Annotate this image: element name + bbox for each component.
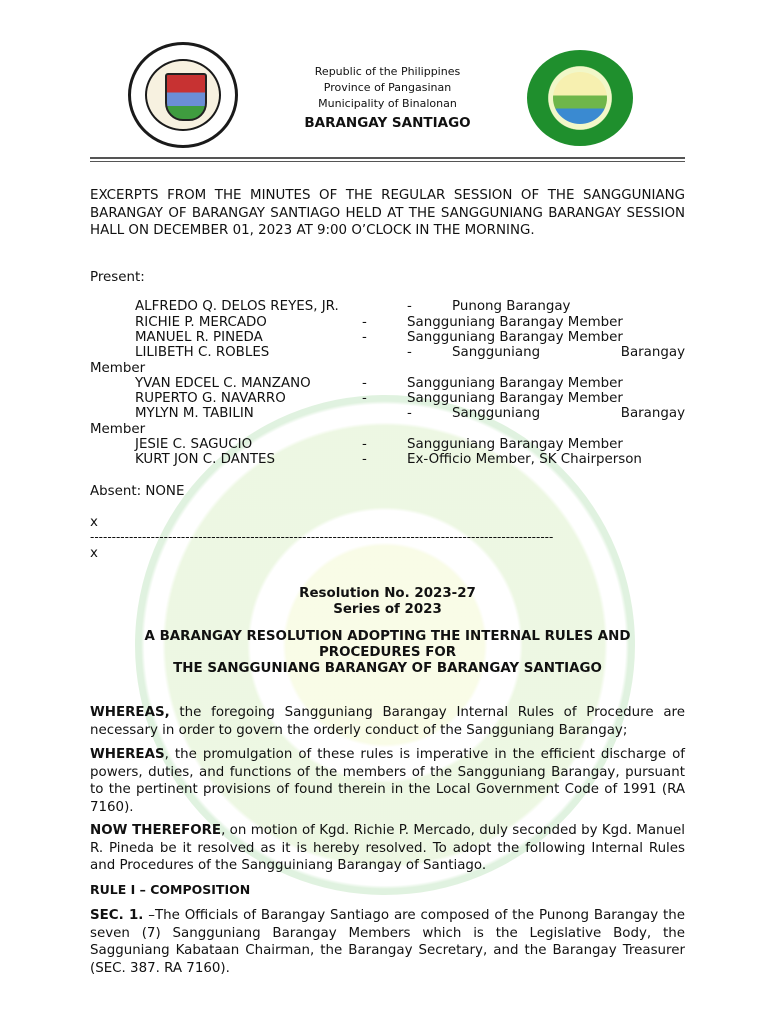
attendee-role: Sangguniang Barangay Member xyxy=(407,391,623,406)
attendee-dash: - xyxy=(362,437,367,452)
paragraph-text: the foregoing Sangguniang Barangay Internal Rules of Procedure are necessary in order to govern the orderly conduct of the Sangguniang Barangay; xyxy=(90,705,685,738)
attendee-dash: - xyxy=(362,391,367,406)
whereas-paragraph-1 xyxy=(90,704,685,739)
attendee-role: Sangguniang Barangay Member xyxy=(407,376,623,391)
attendee-name: JESIE C. SAGUCIO xyxy=(135,437,253,452)
attendee-dash: - xyxy=(362,330,367,345)
attendee-name: LILIBETH C. ROBLES xyxy=(135,345,270,360)
binalonan-seal-logo xyxy=(128,42,238,148)
header-province: Province of Pangasinan xyxy=(323,81,452,94)
attendee-role: Sangguniang Barangay Member xyxy=(407,330,623,345)
header-divider-bottom xyxy=(90,161,685,162)
resolution-title-line3: THE SANGGUNIANG BARANGAY OF BARANGAY SANTIAGO xyxy=(173,661,602,676)
letterhead xyxy=(260,64,515,131)
header-divider-top xyxy=(90,157,685,159)
attendee-role-wrap: Member xyxy=(90,361,146,376)
attendee-dash: - xyxy=(362,315,367,330)
attendee-role-wrap: Member xyxy=(90,422,146,437)
attendee-role: Sangguniang Barangay Member xyxy=(407,437,623,452)
attendee-name: MANUEL R. PINEDA xyxy=(135,330,263,345)
separator-dashes: ----------------------------------------------------------------------------------------------------------- xyxy=(90,530,554,544)
attendee-name: ALFREDO Q. DELOS REYES, JR. xyxy=(135,299,339,314)
resolution-number: Resolution No. 2023-27 xyxy=(299,586,476,601)
whereas-label: WHEREAS xyxy=(90,747,165,762)
now-therefore-paragraph xyxy=(90,822,685,875)
header-barangay: BARANGAY SANTIAGO xyxy=(304,115,471,131)
attendee-role: Ex-Officio Member, SK Chairperson xyxy=(407,452,642,467)
whereas-label: WHEREAS, xyxy=(90,705,170,720)
resolution-series: Series of 2023 xyxy=(333,602,442,617)
attendee-dash: - xyxy=(362,452,367,467)
attendee-name: KURT JON C. DANTES xyxy=(135,452,276,467)
absent-line: Absent: NONE xyxy=(90,484,185,499)
attendee-role: Sangguniang Barangay xyxy=(452,406,685,421)
paragraph-text: , on motion of Kgd. Richie P. Mercado, duly seconded by Kgd. Manuel R. Pineda be it resolved as it is hereby resolved. To adopt the following Internal Rules and Procedures of the Sangguiniang Barangay of Santiago. xyxy=(90,823,685,873)
attendee-role: Sangguniang Barangay xyxy=(452,345,685,360)
attendee-role: Sangguniang Barangay Member xyxy=(407,315,623,330)
section-1-paragraph xyxy=(90,907,685,977)
resolution-title-line2: PROCEDURES FOR xyxy=(318,645,457,660)
separator-x-top: x xyxy=(90,515,98,530)
minutes-intro: EXCERPTS FROM THE MINUTES OF THE REGULAR SESSION OF THE SANGGUNIANG BARANGAY OF BARANGAY SANTIAGO HELD AT THE SANGGUNIANG BARANGAY SESSION HALL ON DECEMBER 01, 2023 AT 9:00 O’CLOCK IN THE MORNING. xyxy=(90,188,685,238)
barangay-santiago-seal-logo xyxy=(527,50,633,146)
attendee-name: MYLYN M. TABILIN xyxy=(135,406,254,421)
whereas-paragraph-2 xyxy=(90,746,685,816)
rule-heading: RULE I – COMPOSITION xyxy=(90,882,251,897)
attendee-dash: - xyxy=(362,376,367,391)
paragraph-text: –The Officials of Barangay Santiago are composed of the Punong Barangay the seven (7) Sangguniang Barangay Members which is the Legislative Body, the Sagguniang Kabataan Chairman, the Barangay Secretary, and the Barangay Treasurer (SEC. 387. RA 7160). xyxy=(90,908,685,976)
attendee-dash: - xyxy=(407,406,412,421)
header-municipality: Municipality of Binalonan xyxy=(318,97,457,110)
header-republic: Republic of the Philippines xyxy=(314,65,461,78)
separator-x-bottom: x xyxy=(90,546,98,561)
section-label: SEC. 1. xyxy=(90,908,144,923)
attendee-name: RUPERTO G. NAVARRO xyxy=(135,391,286,406)
attendee-name: RICHIE P. MERCADO xyxy=(135,315,267,330)
resolution-title-line1: A BARANGAY RESOLUTION ADOPTING THE INTERNAL RULES AND xyxy=(144,629,631,644)
paragraph-text: , the promulgation of these rules is imperative in the efficient discharge of powers, duties, and functions of the members of the Sangguniang Barangay, pursuant to the pertinent provisions of found therein in the Local Government Code of 1991 (RA 7160). xyxy=(90,747,685,815)
attendee-role: Punong Barangay xyxy=(452,299,571,314)
attendee-dash: - xyxy=(407,299,412,314)
attendee-dash: - xyxy=(407,345,412,360)
present-label: Present: xyxy=(90,270,145,285)
attendee-name: YVAN EDCEL C. MANZANO xyxy=(135,376,311,391)
now-therefore-label: NOW THEREFORE xyxy=(90,823,222,838)
